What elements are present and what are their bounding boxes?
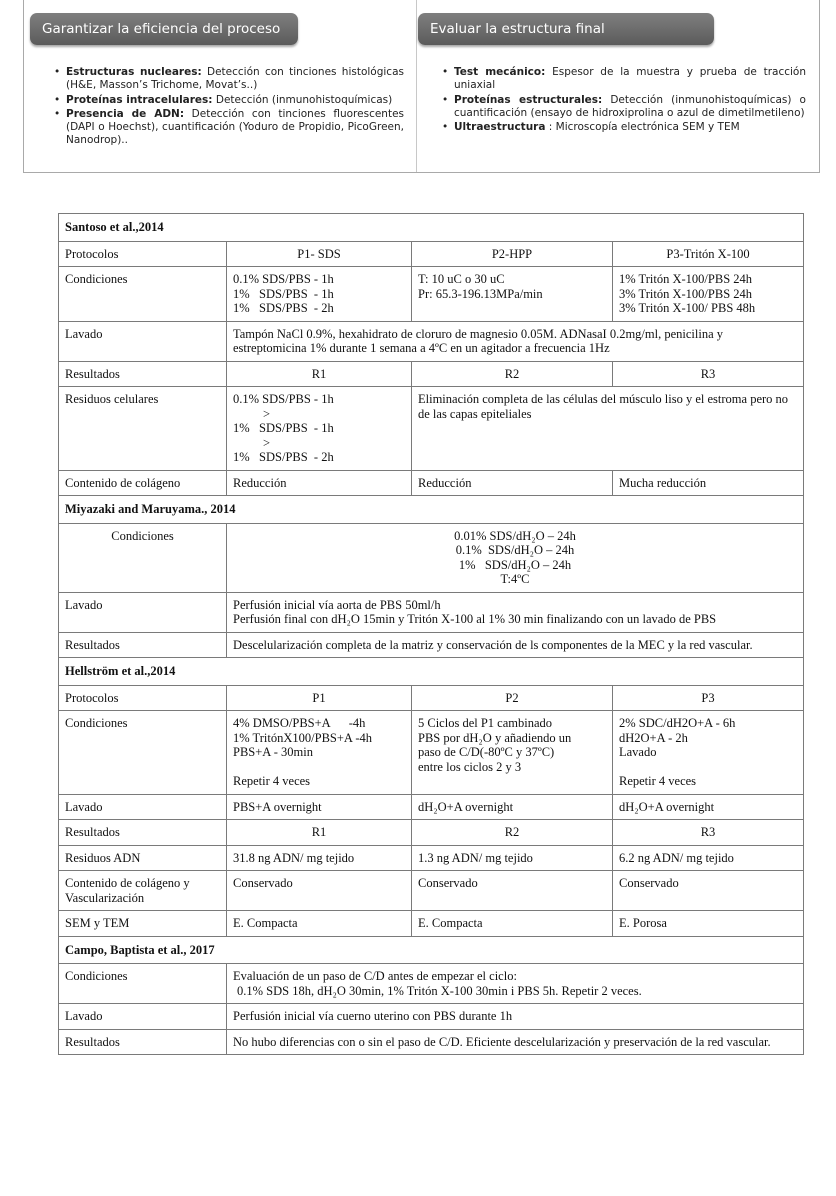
cell-line: Repetir 4 veces [619, 774, 697, 788]
item-text: Espesor de la muestra y prueba de tracción uniaxial [454, 66, 806, 92]
table-cell: PBS+A overnight [227, 794, 412, 820]
section-title: Campo, Baptista et al., 2017 [59, 936, 804, 964]
table-cell: R2 [412, 820, 613, 846]
table-row [59, 387, 804, 471]
table-cell: P3 [613, 685, 804, 711]
cell-line: Repetir 4 veces [233, 774, 311, 788]
row-label: Lavado [59, 321, 227, 361]
table-cell: dH₂O+A overnight [613, 794, 804, 820]
cell-spacer [619, 760, 797, 775]
bullet-icon: • [442, 93, 449, 106]
cell-spacer [233, 760, 405, 775]
item-text: : Microscopía electrónica SEM y TEM [545, 121, 740, 134]
item-heading: Test mecánico: [454, 66, 546, 78]
section-row [59, 658, 804, 686]
item-text: Detección (inmunohistoquímicas) [212, 93, 393, 106]
table-row [59, 1029, 804, 1055]
table-row [59, 845, 804, 871]
table-cell: R1 [227, 820, 412, 846]
table-cell: Perfusión inicial vía cuerno uterino con PBS durante 1h [227, 1004, 804, 1030]
cell-line: 5 Ciclos del P1 cambinado [418, 716, 553, 730]
row-label: Condiciones [59, 267, 227, 322]
cell-line: 1% SDS/PBS - 1h [233, 421, 334, 435]
cell-line: PBS+A - 30min [233, 745, 313, 759]
table-cell [227, 711, 412, 795]
table-row [59, 241, 804, 267]
bullet-icon: • [442, 121, 449, 134]
cell-line: 1% SDS/dH₂O – 24h [458, 557, 572, 572]
table-row [59, 361, 804, 387]
left-bullet-list [54, 66, 404, 149]
table-cell: E. Porosa [613, 911, 804, 937]
section-row [59, 496, 804, 524]
cell-line: T: 10 uC o 30 uC [418, 272, 505, 286]
cell-line: paso de C/D(-80ºC y 37ºC) [418, 745, 555, 759]
table-cell: P3-Tritón X-100 [613, 241, 804, 267]
table-cell: P2 [412, 685, 613, 711]
table-row [59, 711, 804, 795]
row-label: Protocolos [59, 685, 227, 711]
table-cell: 31.8 ng ADN/ mg tejido [227, 845, 412, 871]
item-heading: Estructuras nucleares: [66, 66, 202, 78]
bullet-icon: • [54, 93, 61, 106]
row-label: Lavado [59, 794, 227, 820]
cell-line: 0.1% SDS/PBS - 1h [233, 392, 334, 406]
row-label: Contenido de colágeno y Vascularización [59, 871, 227, 911]
section-title: Santoso et al.,2014 [59, 214, 804, 242]
table-cell [227, 592, 804, 632]
cell-line: 3% Tritón X-100/ PBS 48h [619, 301, 756, 315]
table-cell: R3 [613, 820, 804, 846]
cell-line: Evaluación de un paso de C/D antes de empezar el ciclo: [233, 969, 517, 983]
table-cell: 1.3 ng ADN/ mg tejido [412, 845, 613, 871]
table-cell [613, 267, 804, 322]
row-label: Resultados [59, 632, 227, 658]
table-cell: Conservado [227, 871, 412, 911]
section-title: Hellström et al.,2014 [59, 658, 804, 686]
table-row [59, 964, 804, 1004]
cell-line: 0.1% SDS 18h, dH₂O 30min, 1% Tritón X-100 30min i PBS 5h. Repetir 2 veces. [237, 983, 642, 998]
table-cell: P1- SDS [227, 241, 412, 267]
table-cell: Tampón NaCl 0.9%, hexahidrato de cloruro de magnesio 0.05M. ADNasaI 0.2mg/ml, penicilina y estreptomicina 1% durante 1 semana a 4ºC en un agitador a frecuencia 1Hz [227, 321, 804, 361]
bullet-icon: • [442, 66, 449, 78]
row-label: Residuos ADN [59, 845, 227, 871]
table-cell: R1 [227, 361, 412, 387]
cell-line: Perfusión final con dH₂O 15min y Tritón X-100 al 1% 30 min finalizando con un lavado de PBS [233, 612, 717, 626]
cell-line: Lavado [619, 745, 657, 759]
row-label: Lavado [59, 592, 227, 632]
table-row [59, 685, 804, 711]
cell-line: dH2O+A - 2h [619, 730, 688, 745]
table-cell: R2 [412, 361, 613, 387]
table-cell: Reducción [227, 470, 412, 496]
cell-line: entre los ciclos 2 y 3 [418, 759, 522, 774]
table-row [59, 523, 804, 592]
table-cell: Descelularización completa de la matriz y conservación de ls componentes de la MEC y la red vascular. [227, 632, 804, 658]
table-cell: Mucha reducción [613, 470, 804, 496]
section-row [59, 214, 804, 242]
row-label: Resultados [59, 820, 227, 846]
table-cell: No hubo diferencias con o sin el paso de C/D. Eficiente descelularización y preservación de la red vascular. [227, 1029, 804, 1055]
table-cell: 6.2 ng ADN/ mg tejido [613, 845, 804, 871]
table-row [59, 794, 804, 820]
table-cell: P1 [227, 685, 412, 711]
table-cell: Conservado [613, 871, 804, 911]
table-cell: Eliminación completa de las células del músculo liso y el estroma pero no de las capas epiteliales [412, 387, 804, 471]
item-heading: Presencia de ADN: [66, 107, 185, 120]
row-label: Condiciones [59, 711, 227, 795]
row-label: Condiciones [59, 964, 227, 1004]
row-label: Residuos celulares [59, 387, 227, 471]
cell-line: PBS por dH₂O y añadiendo un [418, 730, 572, 745]
table-cell: dH₂O+A overnight [412, 794, 613, 820]
section-title: Miyazaki and Maruyama., 2014 [59, 496, 804, 524]
item-text: Detección con tinciones histológicas (H&E, Masson’s Trichome, Movat’s..) [66, 66, 404, 92]
row-label: Lavado [59, 1004, 227, 1030]
row-label: Resultados [59, 1029, 227, 1055]
list-item [442, 121, 806, 134]
table-cell: Reducción [412, 470, 613, 496]
table-cell [412, 711, 613, 795]
table-cell [227, 267, 412, 322]
table-cell [613, 711, 804, 795]
table-row [59, 820, 804, 846]
right-bullet-list [442, 66, 806, 135]
table-row [59, 871, 804, 911]
cell-line: 1% SDS/PBS - 2h [233, 450, 334, 464]
item-heading: Ultraestructura [454, 121, 546, 134]
item-text: Detección (inmunohistoquímicas) o cuantificación (ensayo de hidroxiprolina o azul de dimetilmetileno) [454, 93, 806, 119]
table-row [59, 470, 804, 496]
table-cell: P2-HPP [412, 241, 613, 267]
table-cell: E. Compacta [412, 911, 613, 937]
section-row [59, 936, 804, 964]
left-panel-title: Garantizar la eficiencia del proceso [30, 13, 298, 45]
table-cell [227, 387, 412, 471]
cell-line: 0.01% SDS/dH₂O – 24h [454, 528, 576, 543]
cell-line: 0.1% SDS/PBS - 1h [233, 272, 334, 286]
table-row [59, 321, 804, 361]
table-cell: Conservado [412, 871, 613, 911]
right-panel-title: Evaluar la estructura final [418, 13, 714, 45]
cell-line: 0.1% SDS/dH₂O – 24h [455, 543, 575, 557]
cell-line: 3% Tritón X-100/PBS 24h [619, 286, 753, 301]
table-row [59, 911, 804, 937]
summary-panel [23, 0, 820, 173]
bullet-icon: • [54, 66, 61, 78]
item-text: Detección con tinciones fluorescentes (DAPI o Hoechst), cuantificación (Yoduro de Propidio, PicoGreen, Nanodrop).. [66, 107, 405, 147]
cell-line: 4% DMSO/PBS+A -4h [233, 716, 366, 730]
cell-line: > [263, 435, 271, 450]
cell-line: 1% Tritón X-100/PBS 24h [619, 272, 753, 286]
list-item [442, 94, 806, 121]
table-cell: E. Compacta [227, 911, 412, 937]
cell-line: > [263, 406, 271, 421]
cell-line: Perfusión inicial vía aorta de PBS 50ml/h [233, 597, 441, 612]
item-heading: Proteínas intracelulares: [66, 93, 213, 106]
list-item [442, 66, 806, 93]
table-row [59, 632, 804, 658]
cell-line: Pr: 65.3-196.13MPa/min [418, 286, 543, 301]
table-row [59, 267, 804, 322]
cell-line: 2% SDC/dH2O+A - 6h [619, 716, 736, 730]
list-item [54, 108, 404, 148]
table-cell: R3 [613, 361, 804, 387]
protocols-table [58, 213, 804, 1055]
table-cell [412, 267, 613, 322]
row-label: SEM y TEM [59, 911, 227, 937]
row-label: Contenido de colágeno [59, 470, 227, 496]
table-cell [227, 964, 804, 1004]
cell-line: T:4ºC [500, 572, 530, 586]
table-row [59, 592, 804, 632]
item-heading: Proteínas estructurales: [454, 93, 603, 106]
cell-line: 1% TritónX100/PBS+A -4h [233, 730, 373, 745]
cell-line: 1% SDS/PBS - 2h [233, 301, 334, 315]
table-cell [227, 523, 804, 592]
list-item [54, 94, 404, 107]
row-label: Condiciones [59, 523, 227, 592]
panel-divider [416, 0, 417, 172]
cell-line: 1% SDS/PBS - 1h [233, 286, 334, 301]
row-label: Protocolos [59, 241, 227, 267]
bullet-icon: • [54, 107, 61, 120]
table-row [59, 1004, 804, 1030]
list-item [54, 66, 404, 93]
row-label: Resultados [59, 361, 227, 387]
